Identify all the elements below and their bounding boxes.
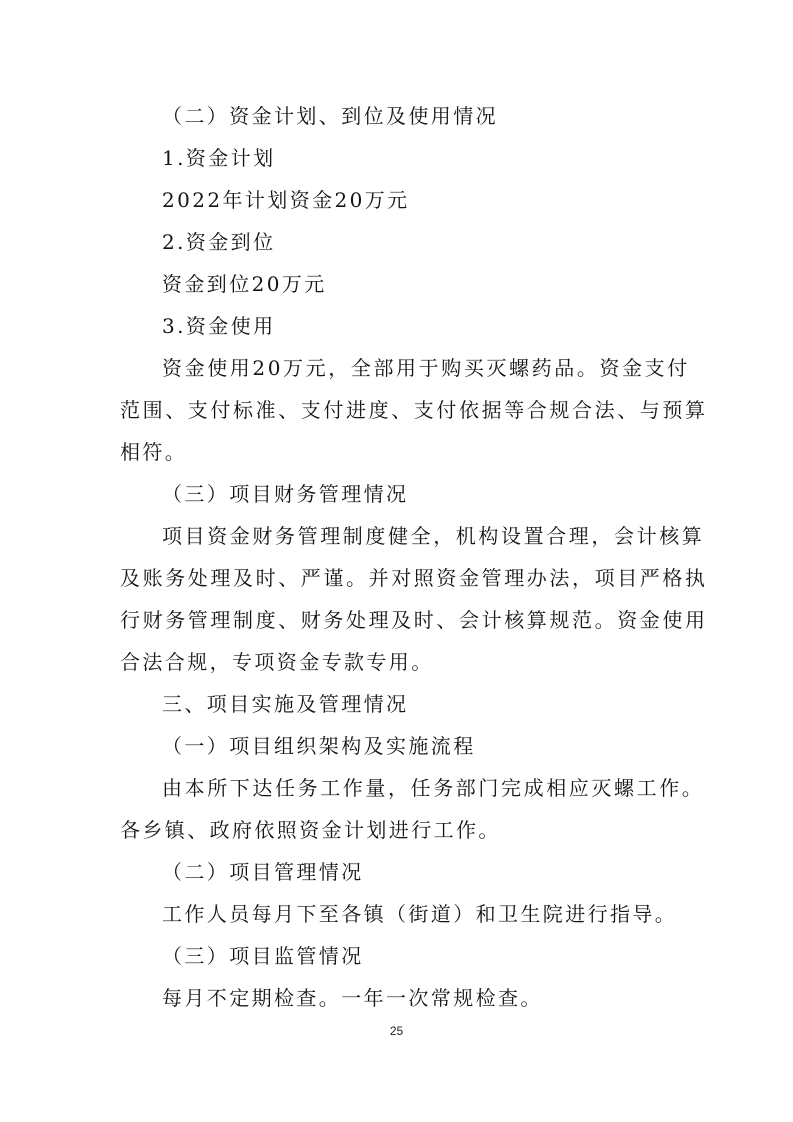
paragraph-organization-line: 由本所下达任务工作量，任务部门完成相应灭螺工作。 (162, 776, 705, 800)
section-heading-management: （二）项目管理情况 (162, 860, 364, 884)
subheading-funding-plan: 1.资金计划 (162, 146, 276, 170)
section-heading-organization: （一）项目组织架构及实施流程 (162, 734, 476, 758)
paragraph-finance-line: 行财务管理制度、财务处理及时、会计核算规范。资金使用 (120, 608, 708, 632)
paragraph-funding-plan: 2022年计划资金20万元 (162, 188, 410, 212)
paragraph-finance-line: 项目资金财务管理制度健全，机构设置合理，会计核算 (162, 524, 705, 548)
paragraph-supervision: 每月不定期检查。一年一次常规检查。 (162, 986, 543, 1010)
paragraph-funding-use-line: 资金使用20万元，全部用于购买灭螺药品。资金支付 (162, 356, 690, 380)
page-number: 25 (389, 1024, 404, 1038)
section-heading-finance: （三）项目财务管理情况 (162, 482, 409, 506)
subheading-funding-arrival: 2.资金到位 (162, 230, 276, 254)
paragraph-organization-line: 各乡镇、政府依照资金计划进行工作。 (120, 818, 501, 842)
chapter-heading-implementation: 三、项目实施及管理情况 (162, 692, 409, 716)
section-heading-supervision: （三）项目监管情况 (162, 944, 364, 968)
paragraph-funding-use-line: 相符。 (120, 440, 188, 464)
paragraph-management: 工作人员每月下至各镇（街道）和卫生院进行指导。 (162, 902, 678, 926)
paragraph-funding-use-line: 范围、支付标准、支付进度、支付依据等合规合法、与预算 (120, 398, 708, 422)
paragraph-finance-line: 合法合规，专项资金专款专用。 (120, 650, 434, 674)
section-heading-funding: （二）资金计划、到位及使用情况 (162, 104, 498, 128)
paragraph-funding-arrival: 资金到位20万元 (162, 272, 327, 296)
subheading-funding-use: 3.资金使用 (162, 314, 276, 338)
paragraph-finance-line: 及账务处理及时、严谨。并对照资金管理办法，项目严格执 (120, 566, 708, 590)
